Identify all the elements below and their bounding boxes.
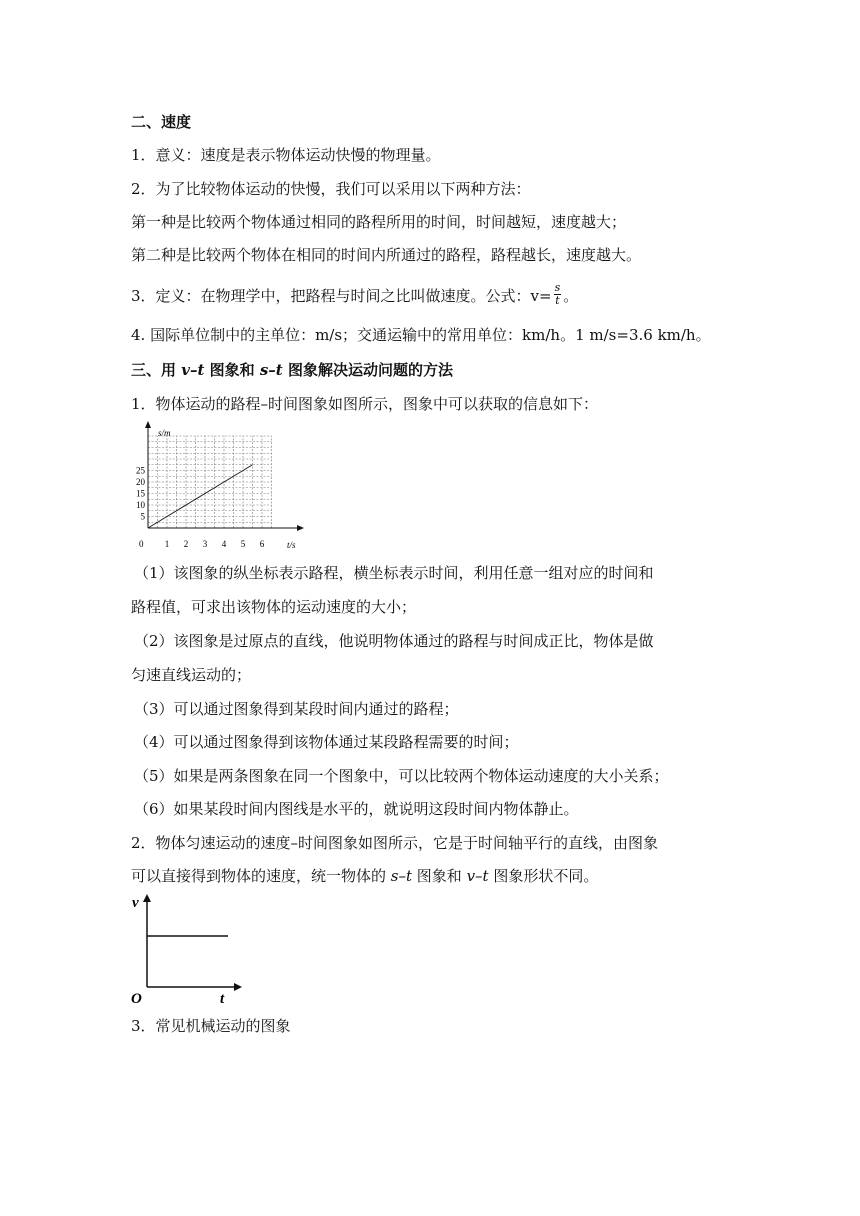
method-two: 第二种是比较两个物体在相同的时间内所通过的路程，路程越长，速度越大。 [131,246,642,264]
x-axis-label: t/s [287,540,296,550]
heading-vt: v–t [181,361,205,379]
x-tick-label: 2 [183,539,189,549]
vt-graph-intro-a: 2．物体匀速运动的速度–时间图象如图所示，它是于时间轴平行的直线，由图象 [131,834,659,852]
y-tick-label: 25 [136,465,145,476]
heading-part: 图象和 [204,361,260,379]
vt-text-st: s–t [390,867,413,885]
y-axis-arrow [143,894,151,902]
chart-series [148,465,253,528]
paragraph-1b: 路程值，可求出该物体的运动速度的大小； [131,598,417,616]
paragraph-4: （4）可以通过图象得到该物体通过某段路程需要的时间； [134,733,519,751]
paragraph-3: （3）可以通过图象得到某段时间内通过的路程； [134,700,459,718]
y-tick-label: 10 [136,500,145,510]
compare-methods-intro: 2．为了比较物体运动的快慢，我们可以采用以下两种方法： [131,180,531,198]
y-axis-label: s/m [158,428,171,438]
vt-text-part: 可以直接得到物体的速度，统一物体的 [131,867,391,885]
x-tick-label: 3 [202,539,208,549]
y-tick-label: 15 [136,488,145,499]
origin-label: 0 [139,539,144,549]
vt-graph-intro-b [131,866,598,886]
units-text: 4. 国际单位制中的主单位：m/s；交通运输中的常用单位：km/h。1 m/s=3.6 km/h。 [131,326,711,344]
common-motion-graphs: 3．常见机械运动的图象 [131,1017,291,1035]
origin-label: O [131,991,142,1007]
x-axis-arrow [234,983,242,991]
x-axis-label: t [220,991,225,1007]
paragraph-1a: （1）该图象的纵坐标表示路程，横坐标表示时间，利用任意一组对应的时间和 [134,564,654,582]
x-axis-arrow [297,525,304,531]
vt-text-part: 图象和 [412,867,467,885]
x-tick-labels [165,539,265,549]
definition-text: 3．定义：在物理学中，把路程与时间之比叫做速度。公式：v= [131,287,552,305]
distance-time-chart [128,420,308,553]
method-one: 第一种是比较两个物体通过相同的路程所用的时间，时间越短，速度越大； [131,213,627,231]
y-tick-label: 5 [140,511,145,522]
vt-text-vt: v–t [466,867,489,885]
y-tick-label: 20 [136,477,145,487]
heading-st: s–t [259,361,283,379]
section-heading-graphs [131,360,453,380]
speed-formula-fraction [554,282,562,307]
paragraph-2b: 匀速直线运动的； [131,666,252,684]
x-tick-label: 6 [259,539,265,549]
y-tick-labels [136,466,146,522]
formula-numerator: s [554,280,561,294]
paragraph-2a: （2）该图象是过原点的直线，他说明物体通过的路程与时间成正比，物体是做 [134,632,654,650]
definition-end: 。 [563,287,579,305]
formula-denominator: t [555,293,560,307]
chart-grid [148,436,272,528]
y-axis-arrow [145,421,151,428]
series-line [148,465,253,528]
paragraph-5: （5）如果是两条图象在同一个图象中，可以比较两个物体运动速度的大小关系； [134,767,669,785]
speed-meaning: 1．意义：速度是表示物体运动快慢的物理量。 [131,146,441,164]
x-tick-label: 1 [164,539,170,549]
heading-part: 图象解决运动问题的方法 [282,361,453,379]
st-graph-intro: 1．物体运动的路程–时间图象如图所示，图象中可以获取的信息如下： [131,395,599,413]
heading-part: 三、用 [131,361,182,379]
x-tick-label: 5 [240,539,246,549]
paragraph-6: （6）如果某段时间内图线是水平的，就说明这段时间内物体静止。 [134,800,579,818]
x-tick-label: 4 [221,539,227,549]
section-heading-speed: 二、速度 [131,113,192,131]
y-axis-label: v [132,895,139,911]
velocity-time-chart [128,892,248,1007]
speed-definition [131,280,579,307]
vt-text-part: 图象形状不同。 [488,867,599,885]
